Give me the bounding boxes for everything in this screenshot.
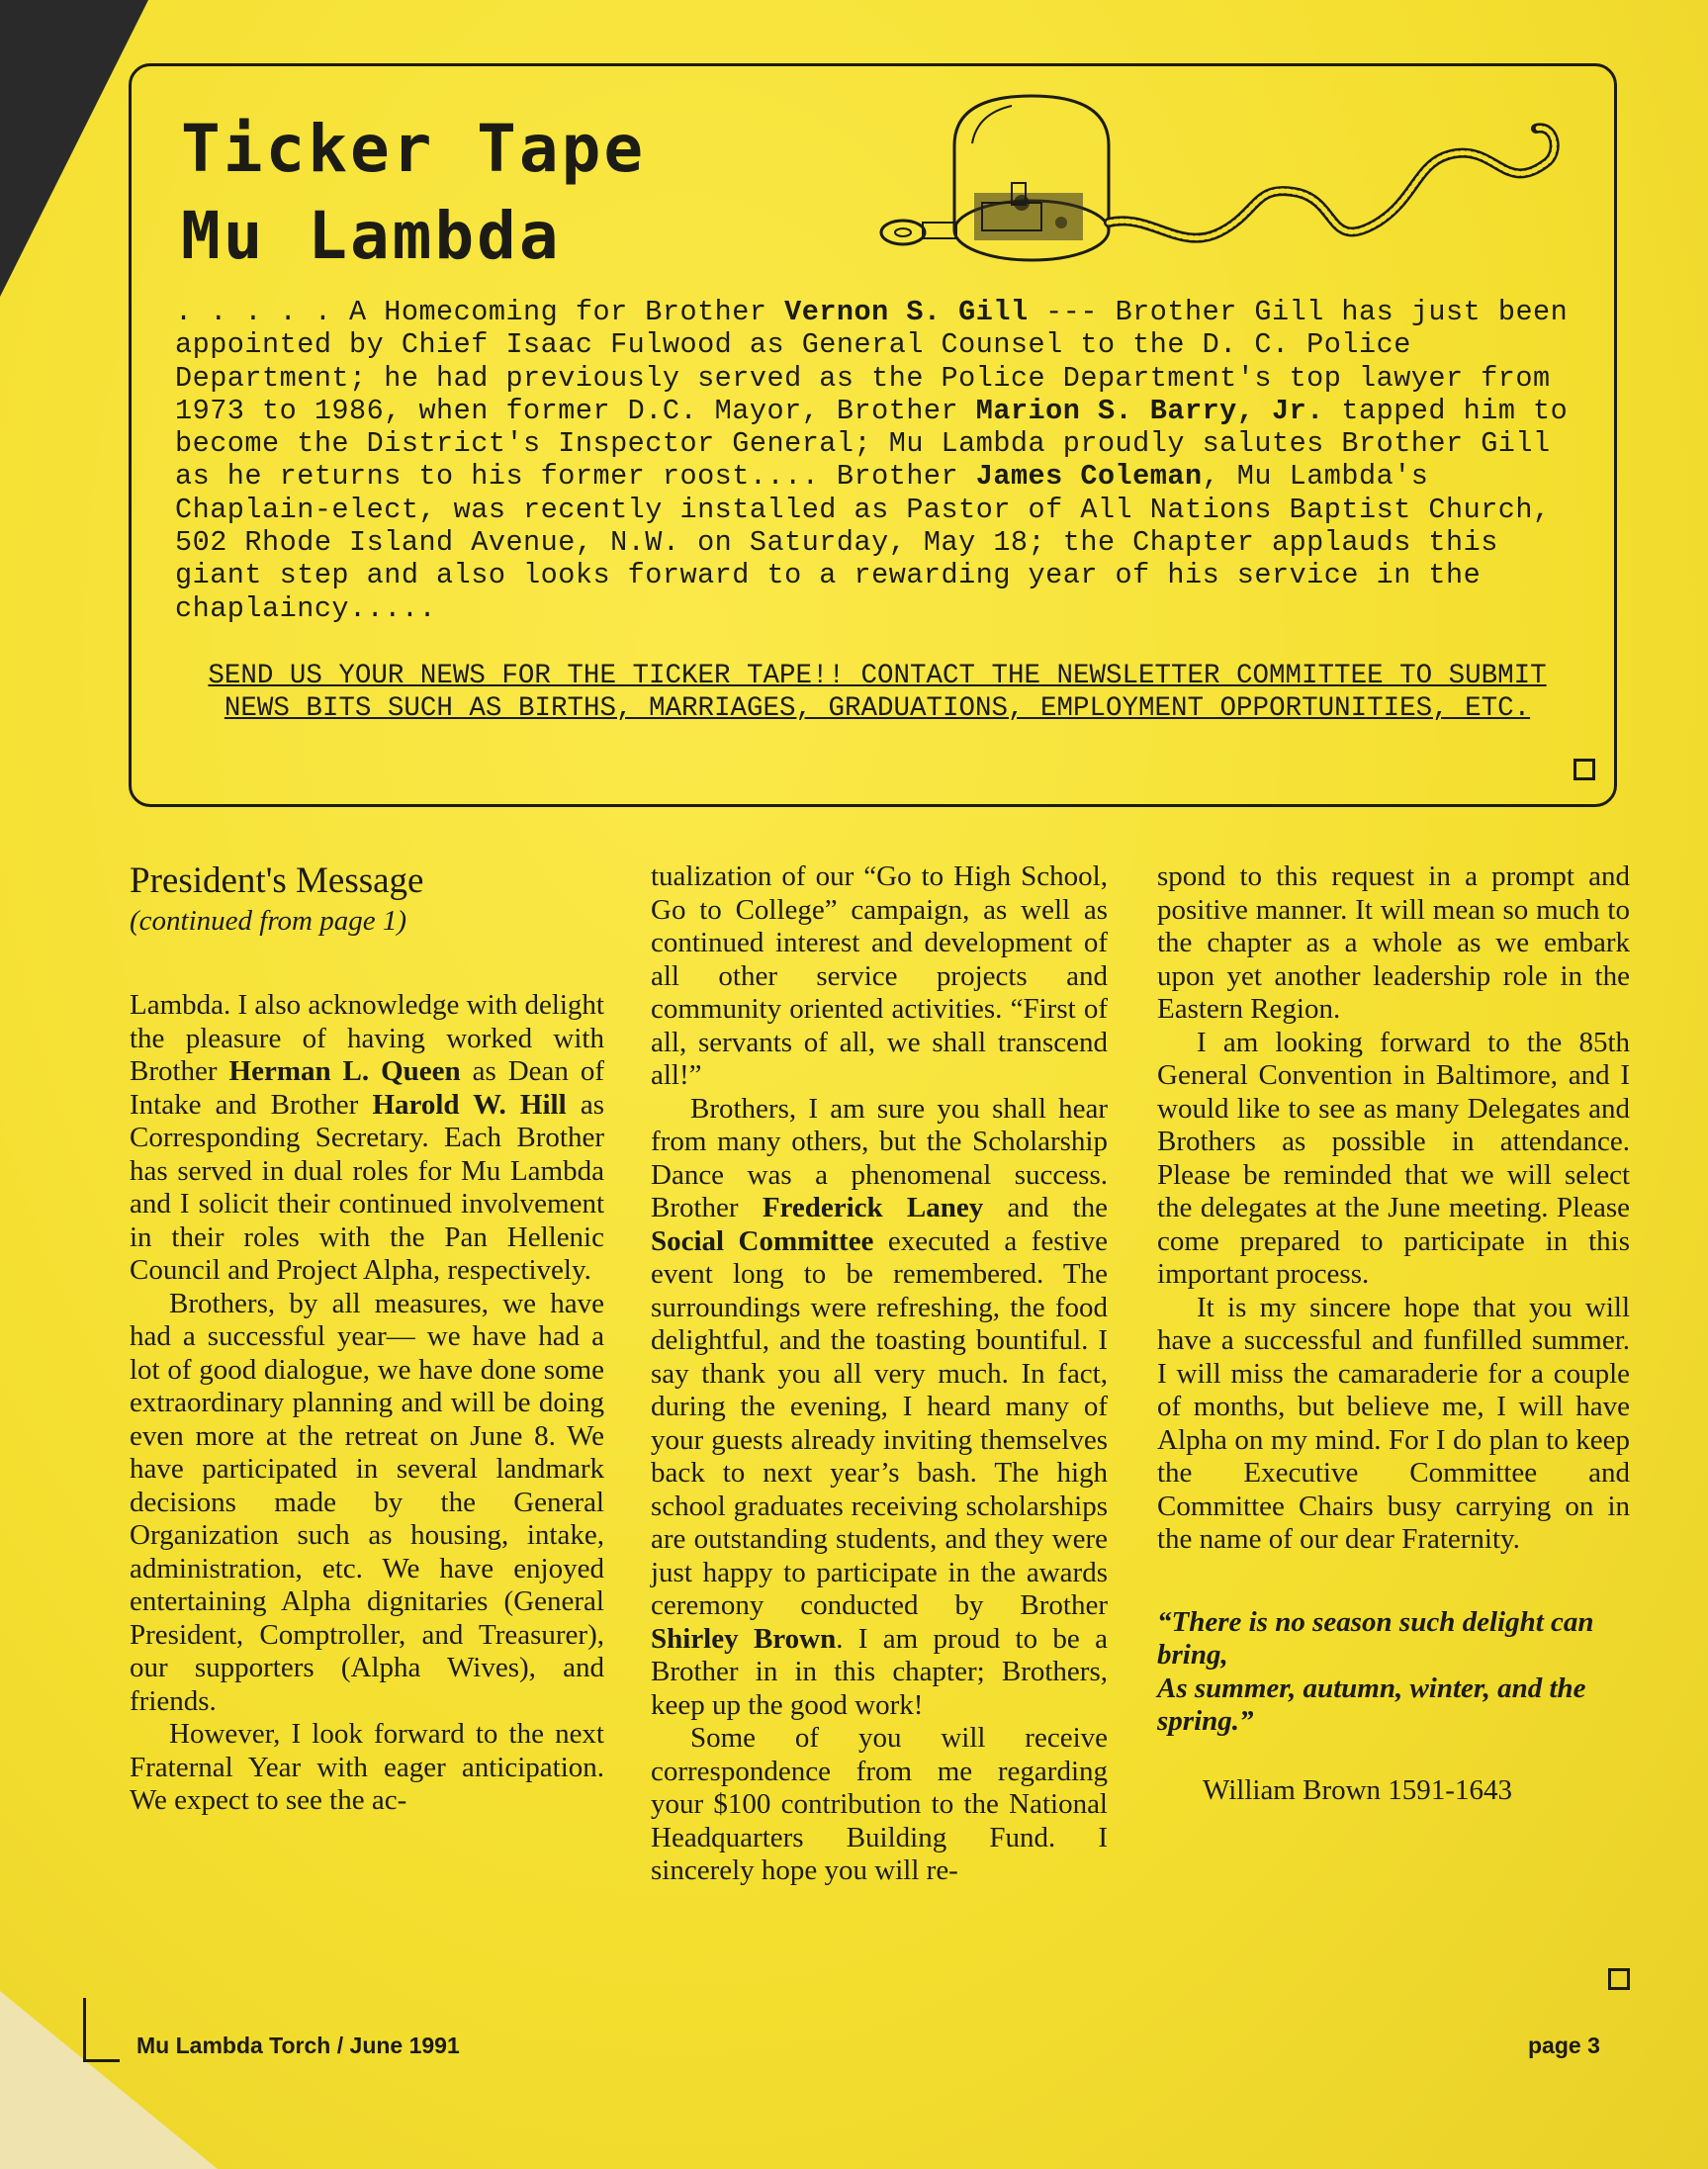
text-run: executed a festive event long to be remembered. The surroundings were refreshing, the food delightful, and the toasting bountiful. I say thank you all very much. In fact, during the evening, I heard many of your guests already inviting themselves back to next year’s bash. The high school graduates receiving scholarships are outstanding students, and they were just happy to participate in the awards ceremony conducted by Brother bbox=[651, 1224, 1108, 1621]
ticker-title-line1: Ticker Tape bbox=[181, 111, 647, 187]
president-message-column-1 bbox=[130, 860, 604, 1818]
column-2-text bbox=[651, 860, 1108, 1888]
president-message-title: President's Message bbox=[130, 860, 424, 901]
closing-quote: “There is no season such delight can bring, As summer, autumn, winter, and the spring.” bbox=[1157, 1605, 1594, 1737]
folded-corner bbox=[0, 0, 148, 297]
text-run: --- Brother Gill has just been appointed by Chief Isaac Fulwood as General Counsel to the D. C. Police Department; he had previously served as the Police Department's top lawyer from 1973 to 1986, when former D.C. Mayor, Brother bbox=[175, 296, 1569, 427]
ticker-submit-news-note: SEND US YOUR NEWS FOR THE TICKER TAPE!! CONTACT THE NEWSLETTER COMMITTEE TO SUBMIT NEWS BITS SUCH AS BIRTHS, MARRIAGES, GRADUATIONS, EMPLOYMENT OPPORTUNITIES, ETC. bbox=[208, 661, 1547, 724]
text-run: and the bbox=[983, 1192, 1108, 1223]
paragraph bbox=[651, 1093, 1108, 1723]
text-run: , Mu Lambda's Chaplain-elect, was recently installed as Pastor of All Nations Baptist Church, 502 Rhode Island Avenue, N.W. on Saturday, May 18; the Chapter applauds this giant step and also looks forward to a rewarding year of his service in the chaplaincy..... bbox=[175, 460, 1551, 625]
text-run: as Dean of Intake and Brother bbox=[130, 1055, 604, 1121]
president-message-column-3 bbox=[1157, 860, 1630, 1807]
ticker-title-line2: Mu Lambda bbox=[181, 198, 562, 274]
text-run: . I am proud to be a Brother in in this chapter; Brothers, keep up the good work! bbox=[651, 1622, 1108, 1721]
text-run: It is my sincere hope that you will have a successful and funfilled summer. I will miss the camaraderie for a couple of months, but believe me, I will have Alpha on my mind. For I do plan to keep the Executive Committee and Committee Chairs busy carrying on in the name of our dear Fraternity. bbox=[1157, 1291, 1630, 1555]
text-run: Some of you will receive correspondence from me regarding your $100 contribution to the National Headquarters Building Fund. I sincerely hope you will re- bbox=[651, 1722, 1108, 1886]
text-run: Lambda. I also acknowledge with delight the pleasure of having worked with Brother bbox=[130, 989, 604, 1087]
publication-footer: Mu Lambda Torch / June 1991 bbox=[136, 2033, 460, 2058]
ticker-tape-machine-icon bbox=[863, 84, 1575, 312]
bold-name: Vernon S. Gill bbox=[784, 296, 1029, 328]
bold-name: James Coleman bbox=[975, 460, 1203, 494]
column-3-text bbox=[1157, 860, 1630, 1557]
text-run: tualization of our “Go to High School, Go to College” campaign, as well as continued interest and development of all other service projects and community oriented activities. “First of all, servants of all, we shall transcend all!” bbox=[651, 860, 1108, 1091]
paragraph bbox=[130, 1718, 604, 1818]
ticker-tape-box bbox=[129, 63, 1617, 807]
footer-corner-mark bbox=[83, 1998, 120, 2062]
text-run: spond to this request in a prompt and positive manner. It will mean so much to the chapter as a whole as we embark upon yet another leadership role in the Eastern Region. bbox=[1157, 860, 1630, 1025]
paragraph bbox=[1157, 860, 1630, 1027]
president-message-subtitle: (continued from page 1) bbox=[130, 905, 407, 937]
bold-name: Social Committee bbox=[651, 1224, 874, 1257]
text-run: Brothers, I am sure you shall hear from many others, but the Scholarship Dance was a phenomenal success. Brother bbox=[651, 1092, 1108, 1223]
bold-name: Shirley Brown bbox=[651, 1622, 837, 1655]
text-run: as Corresponding Secretary. Each Brother has served in dual roles for Mu Lambda and I solicit their continued involvement in their roles with the Pan Hellenic Council and Project Alpha, respectively. bbox=[130, 1088, 604, 1286]
text-run: Brothers, by all measures, we have had a successful year— we have had a lot of good dialogue, we have done some extraordinary planning and will be doing even more at the retreat on June 8. We have participated in several landmark decisions made by the General Organization such as housing, intake, administration, etc. We have enjoyed entertaining Alpha dignitaries (General President, Comptroller, and Treasurer), our supporters (Alpha Wives), and friends. bbox=[130, 1287, 604, 1717]
text-run: However, I look forward to the next Fraternal Year with eager anticipation. We expect to see the ac- bbox=[130, 1718, 604, 1816]
ticker-news-paragraph bbox=[175, 296, 1579, 625]
end-of-article-box-icon bbox=[1608, 1968, 1630, 1990]
quote-author: William Brown 1591-1643 bbox=[1203, 1773, 1512, 1806]
text-run: tapped him to become the District's Inspector General; Mu Lambda proudly salutes Brother Gill as he returns to his former roost.... Brother bbox=[175, 394, 1569, 494]
paragraph bbox=[130, 989, 604, 1288]
paragraph bbox=[651, 1722, 1108, 1888]
text-run: . . . . . A Homecoming for Brother bbox=[175, 296, 785, 328]
paragraph bbox=[1157, 1027, 1630, 1292]
text-run: I am looking forward to the 85th General Convention in Baltimore, and I would like to see as many Delegates and Brothers as possible in attendance. Please be reminded that we will select the delegates at the June meeting. Please come prepared to participate in this important process. bbox=[1157, 1026, 1630, 1290]
bold-name: Frederick Laney bbox=[762, 1192, 984, 1223]
ticker-title bbox=[181, 106, 646, 280]
paragraph bbox=[130, 1288, 604, 1719]
paragraph bbox=[651, 860, 1108, 1093]
page-number: page 3 bbox=[1528, 2033, 1600, 2058]
paragraph bbox=[1157, 1292, 1630, 1557]
bold-name: Harold W. Hill bbox=[372, 1088, 567, 1121]
column-1-text bbox=[130, 989, 604, 1818]
bold-name: Herman L. Queen bbox=[228, 1055, 461, 1087]
end-of-article-box-icon bbox=[1573, 759, 1595, 780]
president-message-column-2 bbox=[651, 860, 1108, 1888]
bold-name: Marion S. Barry, Jr. bbox=[975, 394, 1324, 427]
